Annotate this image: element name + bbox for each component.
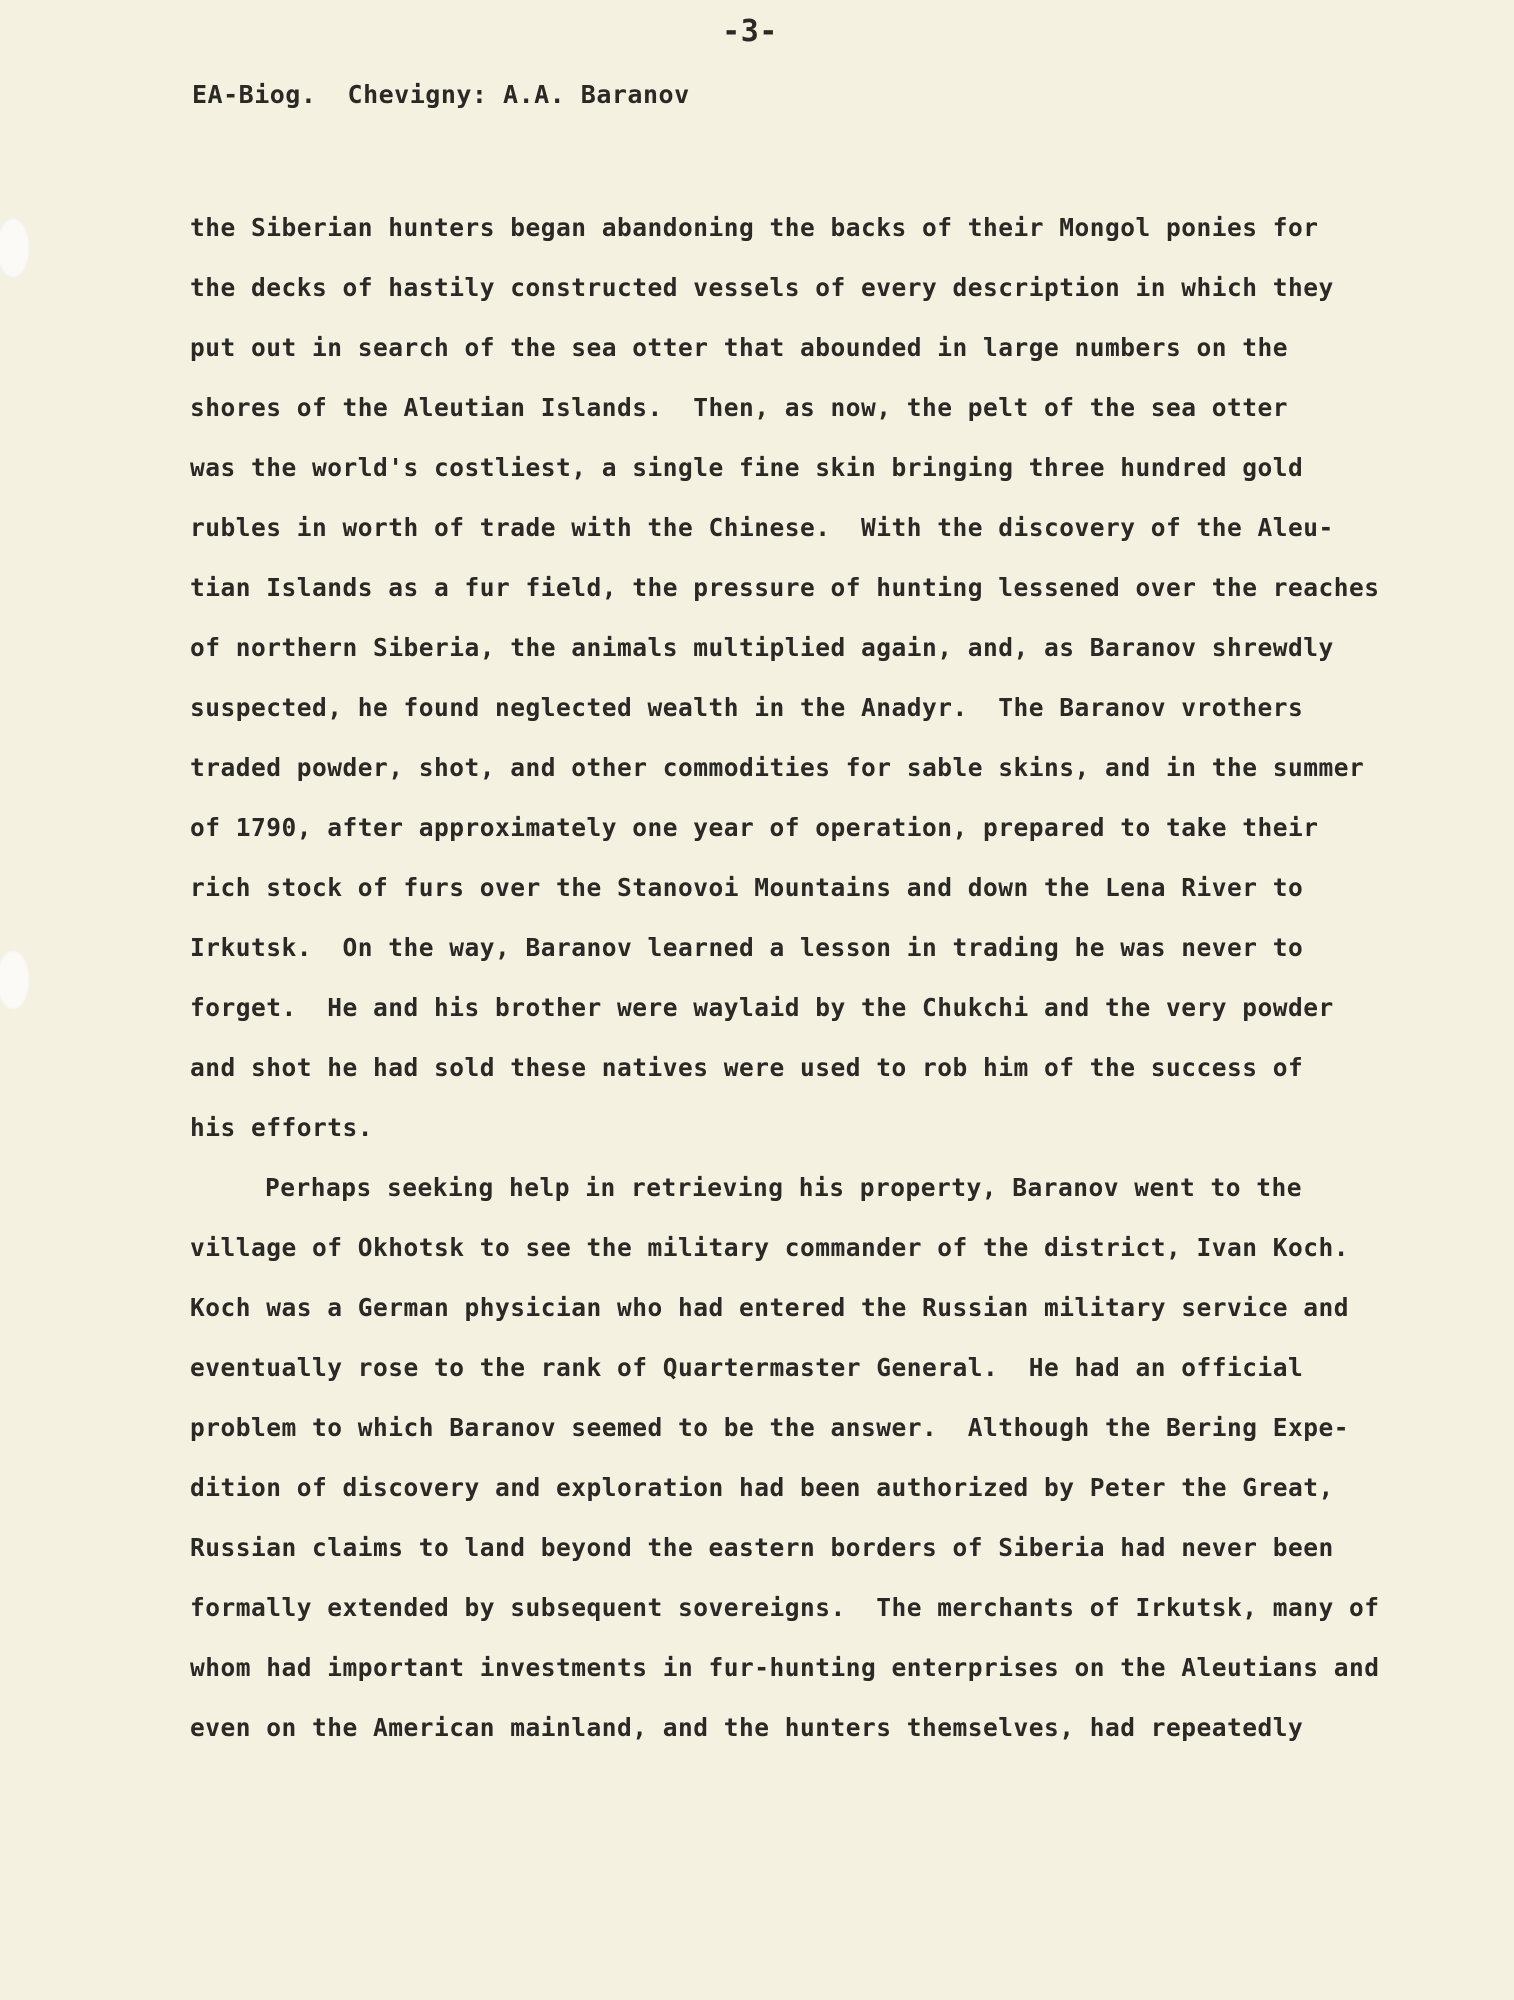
text-line: rich stock of furs over the Stanovoi Mountains and down the Lena River to [190, 873, 1304, 902]
text-line: traded powder, shot, and other commodities for sable skins, and in the summer [190, 753, 1365, 782]
text-line: the decks of hastily constructed vessels of every description in which they [190, 273, 1334, 302]
text-line: forget. He and his brother were waylaid by the Chukchi and the very powder [190, 993, 1334, 1022]
text-line: suspected, he found neglected wealth in the Anadyr. The Baranov vrothers [190, 693, 1304, 722]
text-line: the Siberian hunters began abandoning the backs of their Mongol ponies for [190, 213, 1319, 242]
text-line: was the world's costliest, a single fine skin bringing three hundred gold [190, 453, 1304, 482]
text-line: tian Islands as a fur field, the pressure of hunting lessened over the reaches [190, 573, 1380, 602]
text-line: of northern Siberia, the animals multiplied again, and, as Baranov shrewdly [190, 633, 1334, 662]
text-line: eventually rose to the rank of Quartermaster General. He had an official [190, 1353, 1304, 1382]
text-line: rubles in worth of trade with the Chinese. With the discovery of the Aleu- [190, 513, 1334, 542]
body-text [190, 198, 1390, 1758]
text-line: put out in search of the sea otter that abounded in large numbers on the [190, 333, 1289, 362]
paragraph-start-line: Perhaps seeking help in retrieving his property, Baranov went to the [265, 1173, 1303, 1202]
text-line: his efforts. [190, 1113, 374, 1142]
text-line: whom had important investments in fur-hunting enterprises on the Aleutians and [190, 1653, 1380, 1682]
text-line: and shot he had sold these natives were used to rob him of the success of [190, 1053, 1304, 1082]
punch-hole [0, 218, 30, 278]
document-header: EA-Biog. Chevigny: A.A. Baranov [192, 80, 690, 109]
text-line: formally extended by subsequent sovereigns. The merchants of Irkutsk, many of [190, 1593, 1380, 1622]
text-line: problem to which Baranov seemed to be the answer. Although the Bering Expe- [190, 1413, 1350, 1442]
text-line: Koch was a German physician who had entered the Russian military service and [190, 1293, 1350, 1322]
text-line: dition of discovery and exploration had been authorized by Peter the Great, [190, 1473, 1334, 1502]
text-line: village of Okhotsk to see the military commander of the district, Ivan Koch. [190, 1233, 1350, 1262]
text-line: of 1790, after approximately one year of operation, prepared to take their [190, 813, 1319, 842]
text-line: Russian claims to land beyond the eastern borders of Siberia had never been [190, 1533, 1334, 1562]
text-line: Irkutsk. On the way, Baranov learned a lesson in trading he was never to [190, 933, 1304, 962]
text-line: even on the American mainland, and the hunters themselves, had repeatedly [190, 1713, 1304, 1742]
punch-hole [0, 950, 30, 1010]
text-line: shores of the Aleutian Islands. Then, as now, the pelt of the sea otter [190, 393, 1289, 422]
page-number: -3- [722, 14, 778, 49]
